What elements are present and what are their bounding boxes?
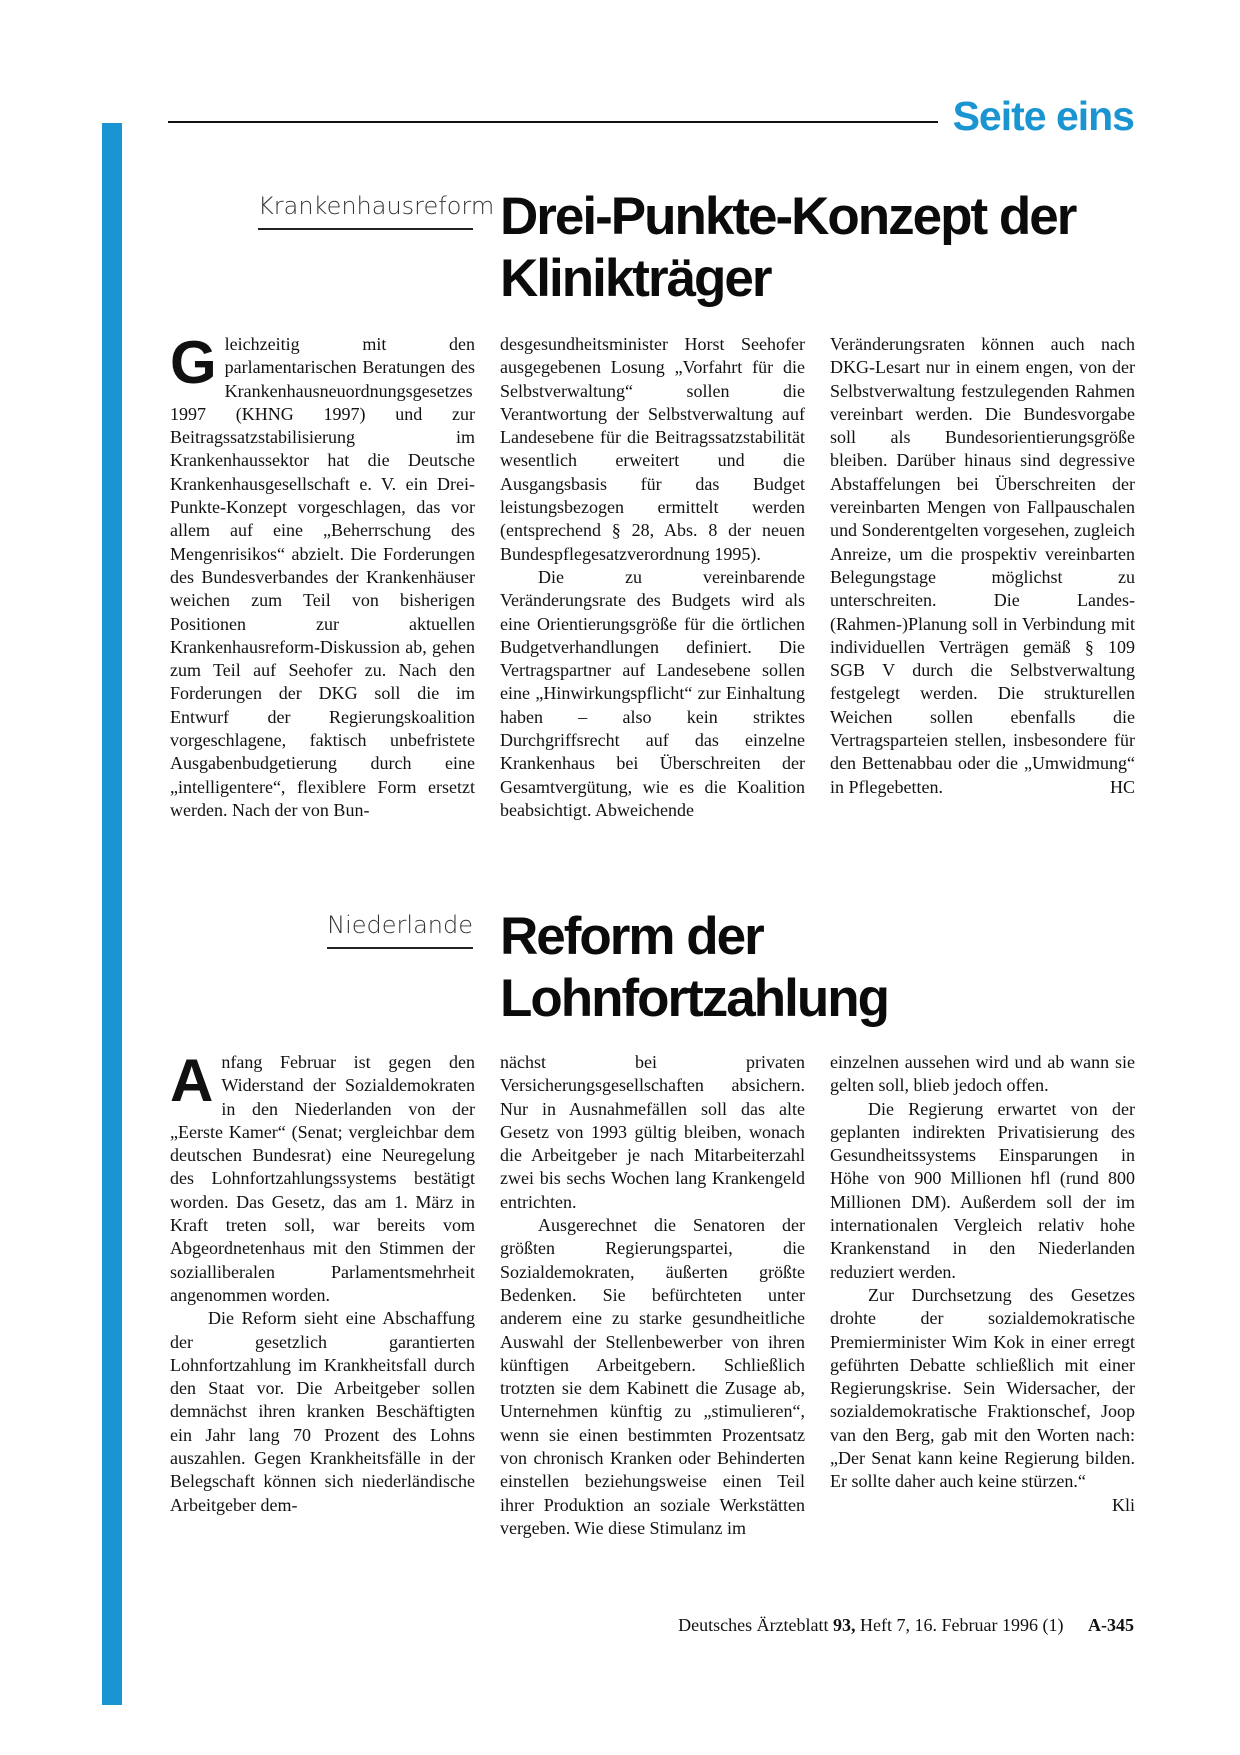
article-2-dropcap: A	[170, 1047, 214, 1114]
article-1-column-3	[830, 333, 1135, 799]
article-2-kicker: Niederlande	[327, 912, 473, 949]
journal-volume: 93,	[833, 1615, 856, 1635]
left-accent-bar	[102, 123, 122, 1705]
journal-name: Deutsches Ärzteblatt	[678, 1615, 829, 1635]
top-rule	[168, 121, 938, 123]
paragraph: Die Reform sieht eine Abschaffung der gesetzlich garantierten Lohnfortzahlung im Krankheitsfall durch den Staat vor. Die Arbeitgeber sollen demnächst ihren kranken Beschäftigten ein Jahr lang 70 Prozent des Lohns auszahlen. Gegen Krankheitsfälle in der Belegschaft können sich niederländische Arbeitgeber dem-	[170, 1308, 475, 1515]
paragraph: Die Regierung erwartet von der geplanten indirekten Privatisierung des Gesundheitssystems Einsparungen in Höhe von 900 Millionen hfl (rund 800 Millionen DM). Außerdem soll der im internationalen Vergleich relativ hohe Krankenstand in den Niederlanden reduziert werden.	[830, 1098, 1135, 1282]
page-number: A-345	[1088, 1615, 1134, 1635]
section-title: Seite eins	[952, 93, 1134, 139]
article-1-column-2	[500, 333, 805, 822]
article-1-headline: Drei-Punkte-Konzept der Klinikträger	[500, 187, 1076, 308]
paragraph: nfang Februar ist gegen den Widerstand der Sozialdemokraten in den Niederlanden von der „Eerste Kamer“ (Senat; vergleichbar dem deutschen Bundesrat) eine Neuregelung des Lohnfortzahlungssystems bestätigt worden. Das Gesetz, das am 1. März in Kraft treten soll, war bereits vom Abgeordnetenhaus mit den Stimmen der sozialliberalen Parlamentsmehrheit angenommen worden.	[170, 1052, 475, 1305]
article-2-column-2	[500, 1051, 805, 1540]
paragraph: Die zu vereinbarende Veränderungsrate des Budgets wird als eine Orientierungsgröße für die örtlichen Budgetverhandlungen definiert. Die Vertragspartner auf Landesebene sollen eine „Hinwirkungspflicht“ zur Einhaltung haben – also kein striktes Durchgriffsrecht auf das einzelne Krankenhaus bei Überschreiten der Gesamtvergütung, wie es die Koalition beabsichtigt. Abweichende	[500, 566, 805, 820]
issue-info: Heft 7, 16. Februar 1996 (1)	[860, 1615, 1064, 1635]
page-footer	[678, 1615, 1134, 1637]
article-2-column-3	[830, 1051, 1135, 1517]
paragraph: nächst bei privaten Versicherungsgesellschaften absichern. Nur in Ausnahmefällen soll das alte Gesetz von 1993 gültig bleiben, wonach die Arbeitgeber je nach Mitarbeiterzahl zwei bis sechs Wochen lang Krankengeld entrichten.	[500, 1052, 805, 1212]
paragraph-text: Zur Durchsetzung des Gesetzes drohte der sozialdemokratische Premierminister Wim Kok in einer erregt geführten Debatte schließlich mit einer Regierungskrise. Sein Widersacher, der sozialdemokratische Fraktionschef, Joop van den Berg, gab mit den Worten nach: „Der Senat kann keine Regierung bilden. Er sollte daher auch keine stürzen.“	[830, 1284, 1135, 1492]
author-signoff: Kli	[1111, 1494, 1135, 1515]
article-1-dropcap: G	[170, 329, 217, 396]
paragraph: desgesundheitsminister Horst Seehofer ausgegebenen Losung „Vorfahrt für die Selbstverwaltung“ sollen die Verantwortung der Selbstverwaltung auf Landesebene für die Beitragssatzstabilität wesentlich erweitert und die Ausgangsbasis für das Budget leistungsbezogen ermittelt werden (entsprechend § 28, Abs. 8 der neuen Bundespflegesatzverordnung 1995).	[500, 334, 805, 564]
article-2-headline: Reform der Lohnfortzahlung	[500, 907, 888, 1028]
paragraph	[830, 1284, 1135, 1515]
paragraph: einzelnen aussehen wird und ab wann sie gelten soll, blieb jedoch offen.	[830, 1052, 1135, 1096]
article-1-column-1	[170, 329, 475, 822]
article-2-column-1	[170, 1047, 475, 1517]
author-signoff: HC	[1109, 776, 1135, 797]
article-1-kicker: Krankenhausreform	[258, 193, 473, 230]
paragraph	[830, 333, 1135, 799]
paragraph-text: Veränderungsraten können auch nach DKG-Lesart nur in einem engen, von der Selbstverwaltung festzulegenden Rahmen vereinbart werden. Die Bundesvorgabe soll als Bundesorientierungsgröße bleiben. Darüber hinaus sind degressive Abstaffelungen bei Überschreiten der vereinbarten Mengen von Fallpauschalen und Sonderentgelten vorgesehen, zugleich Anreize, um die prospektiv vereinbarten Belegungstage möglichst zu unterschreiten. Die Landes-(Rahmen-)Planung soll in Verbindung mit individuellen Verträgen gemäß § 109 SGB V durch die Selbstverwaltung festgelegt werden. Die strukturellen Weichen sollen ebenfalls die Vertragsparteien stellen, insbesondere für den Bettenabbau oder die „Umwidmung“ in Pflegebetten.	[830, 334, 1135, 797]
paragraph: leichzeitig mit den parlamentarischen Beratungen des Krankenhausneuordnungsgesetzes 1997 (KHNG 1997) und zur Beitragssatzstabilisierung im Krankenhaussektor hat die Deutsche Krankenhausgesellschaft e. V. ein Drei-Punkte-Konzept vorgeschlagen, das vor allem auf eine „Beherrschung des Mengenrisikos“ abzielt. Die Forderungen des Bundesverbandes der Krankenhäuser weichen zum Teil von bisherigen Positionen zur aktuellen Krankenhausreform-Diskussion ab, gehen zum Teil auf Seehofer zu. Nach den Forderungen der DKG soll die im Entwurf der Regierungskoalition vorgeschlagene, faktisch unbefristete Ausgabenbudgetierung durch eine „intelligentere“, flexiblere Form ersetzt werden. Nach der von Bun-	[170, 334, 475, 820]
paragraph: Ausgerechnet die Senatoren der größten Regierungspartei, die Sozialdemokraten, äußerten größte Bedenken. Sie befürchteten unter anderem eine zu starke gesundheitliche Auswahl der Stellenbewerber von ihren künftigen Arbeitgebern. Schließlich trotzten sie dem Kabinett die Zusage ab, Unternehmen künftig zu „stimulieren“, wenn sie einen bestimmten Prozentsatz von chronisch Kranken oder Behinderten einstellen beziehungsweise einen Teil ihrer Produktion an soziale Werkstätten vergeben. Wie diese Stimulanz im	[500, 1215, 805, 1538]
